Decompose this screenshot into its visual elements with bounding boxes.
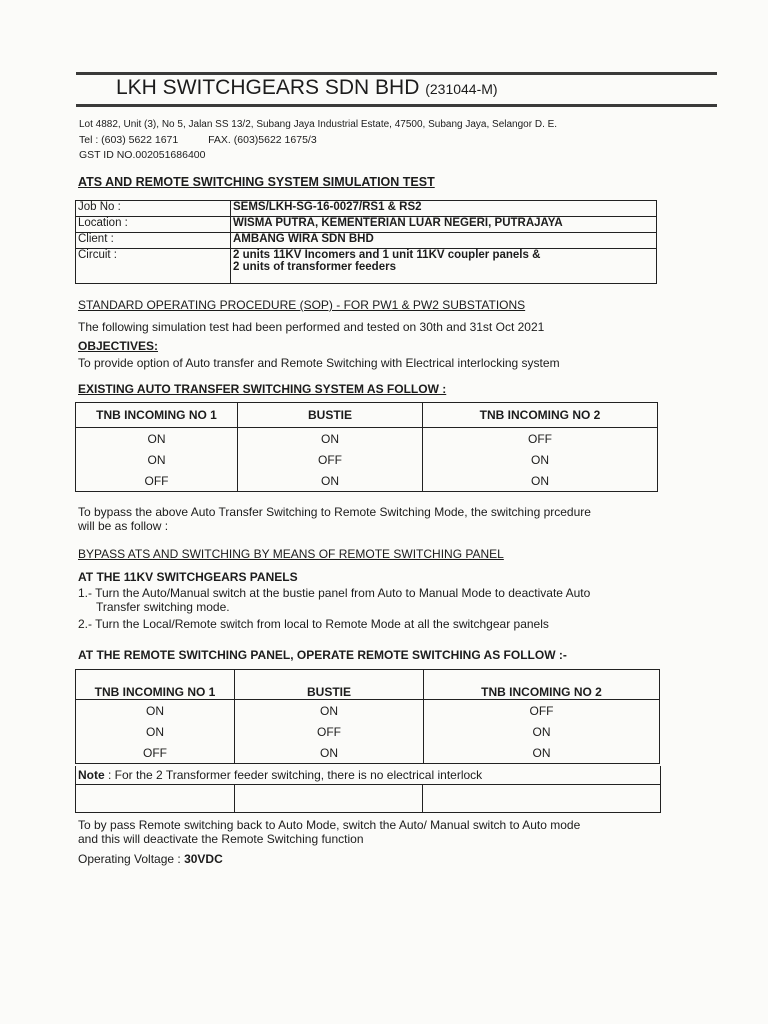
table-cell: ON	[76, 428, 238, 450]
info-value	[231, 249, 657, 284]
info-value: WISMA PUTRA, KEMENTERIAN LUAR NEGERI, PUTRAJAYA	[231, 217, 657, 233]
column-header: BUSTIE	[238, 403, 423, 428]
step-2: 2.- Turn the Local/Remote switch from local to Remote Mode at all the switchgear panels	[78, 617, 549, 631]
company-fax: FAX. (603)5622 1675/3	[208, 134, 317, 146]
column-header: TNB INCOMING NO 1	[76, 670, 235, 700]
table-header-row	[76, 670, 660, 700]
note-content: : For the 2 Transformer feeder switching, there is no electrical interlock	[104, 768, 483, 782]
column-header: TNB INCOMING NO 2	[424, 670, 660, 700]
company-tel: Tel : (603) 5622 1671	[79, 134, 179, 146]
info-value: AMBANG WIRA SDN BHD	[231, 233, 657, 249]
table-cell: OFF	[238, 449, 423, 470]
simulation-text: The following simulation test had been performed and tested on 30th and 31st Oct 2021	[78, 320, 545, 334]
table-row	[76, 428, 658, 450]
note-label: Note	[78, 768, 105, 782]
info-label: Location :	[76, 217, 231, 233]
document-title: ATS AND REMOTE SWITCHING SYSTEM SIMULATION TEST	[78, 175, 435, 189]
table-cell: OFF	[424, 700, 660, 722]
header-top-rule	[76, 72, 717, 75]
info-label: Circuit :	[76, 249, 231, 284]
company-gst: GST ID NO.002051686400	[79, 149, 206, 161]
column-header: TNB INCOMING NO 1	[76, 403, 238, 428]
voltage-label: Operating Voltage :	[78, 852, 185, 866]
bypass-heading: BYPASS ATS AND SWITCHING BY MEANS OF REMOTE SWITCHING PANEL	[78, 547, 504, 561]
table-row	[76, 742, 660, 764]
objectives-heading: OBJECTIVES:	[78, 339, 159, 353]
ats-switching-table	[75, 402, 658, 492]
table-cell: ON	[235, 742, 424, 764]
table-cell: ON	[424, 721, 660, 742]
circuit-line-1: 2 units 11KV Incomers and 1 unit 11KV coupler panels &	[233, 249, 541, 261]
table-cell: OFF	[76, 742, 235, 764]
bypass-text-line-1: To bypass the above Auto Transfer Switching to Remote Switching Mode, the switching prcedure	[78, 505, 591, 519]
info-row	[76, 201, 657, 217]
company-title: LKH SWITCHGEARS SDN BHD	[116, 76, 420, 99]
remote-heading: AT THE REMOTE SWITCHING PANEL, OPERATE REMOTE SWITCHING AS FOLLOW :-	[78, 648, 567, 662]
info-row	[76, 233, 657, 249]
table-cell: ON	[424, 742, 660, 764]
note-text	[78, 768, 482, 782]
table-cell: ON	[238, 470, 423, 492]
table-header-row	[76, 403, 658, 428]
table-row	[76, 470, 658, 492]
step-1: 1.- Turn the Auto/Manual switch at the bustie panel from Auto to Manual Mode to deactivate Auto	[78, 586, 591, 600]
info-label: Job No :	[76, 201, 231, 217]
circuit-line-2: 2 units of transformer feeders	[233, 261, 396, 273]
info-row	[76, 217, 657, 233]
company-reg-no: (231044-M)	[425, 81, 498, 97]
column-header: BUSTIE	[235, 670, 424, 700]
table-cell: OFF	[423, 428, 658, 450]
table-cell: OFF	[235, 721, 424, 742]
info-label: Client :	[76, 233, 231, 249]
sop-heading: STANDARD OPERATING PROCEDURE (SOP) - FOR PW1 & PW2 SUBSTATIONS	[78, 298, 526, 312]
note-divider	[422, 784, 423, 812]
voltage-value: 30VDC	[184, 852, 223, 866]
info-row	[76, 249, 657, 284]
bypass-text-line-2: will be as follow :	[78, 519, 169, 533]
final-text-line-2: and this will deactivate the Remote Switching function	[78, 832, 364, 846]
company-address: Lot 4882, Unit (3), No 5, Jalan SS 13/2, Subang Jaya Industrial Estate, 47500, Subang Jaya, Selangor D. E.	[79, 119, 558, 130]
column-header: TNB INCOMING NO 2	[423, 403, 658, 428]
table-row	[76, 700, 660, 722]
table-cell: ON	[423, 470, 658, 492]
panels-heading: AT THE 11KV SWITCHGEARS PANELS	[78, 570, 298, 584]
company-contact	[79, 134, 317, 146]
note-box	[75, 766, 661, 813]
table-cell: ON	[76, 721, 235, 742]
table-cell: ON	[235, 700, 424, 722]
table-cell: ON	[76, 700, 235, 722]
table-cell: OFF	[76, 470, 238, 492]
step-1-continued: Transfer switching mode.	[96, 600, 230, 614]
table-row	[76, 721, 660, 742]
table-cell: ON	[76, 449, 238, 470]
existing-ats-heading: EXISTING AUTO TRANSFER SWITCHING SYSTEM AS FOLLOW :	[78, 382, 447, 396]
final-text-line-1: To by pass Remote switching back to Auto Mode, switch the Auto/ Manual switch to Auto mode	[78, 818, 581, 832]
table-cell: ON	[423, 449, 658, 470]
table-row	[76, 449, 658, 470]
operating-voltage	[78, 852, 223, 866]
remote-switching-table	[75, 669, 660, 764]
objectives-text: To provide option of Auto transfer and Remote Switching with Electrical interlocking system	[78, 356, 560, 370]
company-name	[116, 76, 498, 100]
note-divider	[234, 784, 235, 812]
header-bottom-rule	[76, 104, 717, 107]
note-separator	[76, 784, 660, 785]
job-info-table	[75, 200, 657, 284]
table-cell: ON	[238, 428, 423, 450]
info-value: SEMS/LKH-SG-16-0027/RS1 & RS2	[231, 201, 657, 217]
